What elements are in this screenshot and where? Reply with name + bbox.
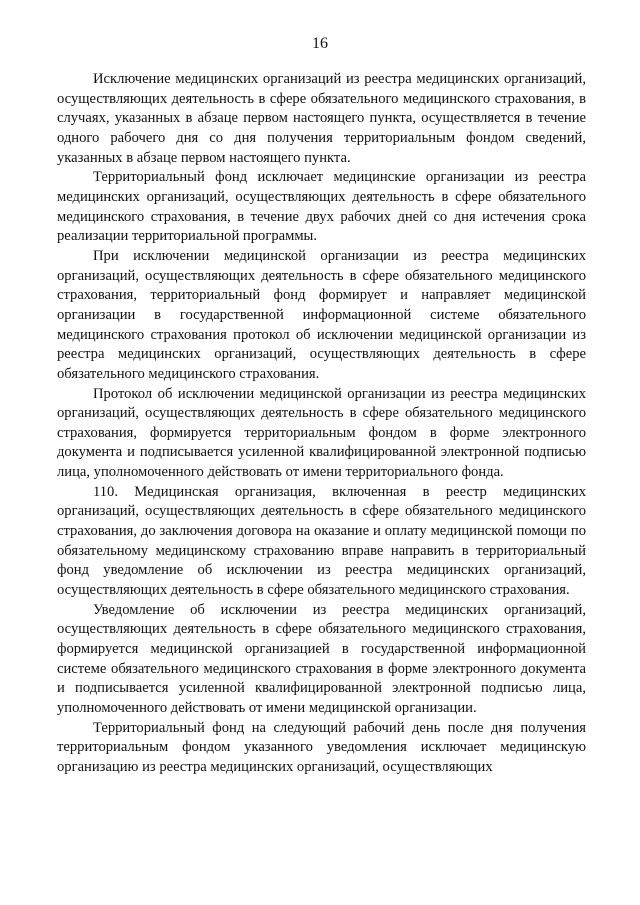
paragraph-4: Протокол об исключении медицинской организации из реестра медицинских организаций, осуществляющих деятельность в сфере обязательного медицинского страхования, формируется территориальным фондом в форме электронного документа и подписывается усиленной квалифицированной электронной подписью лица, уполномоченного действовать от имени территориального фонда. [57, 385, 586, 481]
page-number: 16 [312, 35, 328, 52]
paragraph-2: Территориальный фонд исключает медицинские организации из реестра медицинских организаций, осуществляющих деятельность в сфере обязательного медицинского страхования, в течение двух рабочих дней со дня истечения срока реализации территориальной программы. [57, 169, 586, 245]
paragraph-1: Исключение медицинских организаций из реестра медицинских организаций, осуществляющих деятельность в сфере обязательного медицинского страхования, в случаях, указанных в абзаце первом настоящего пункта, осуществляется в течение одного рабочего дня со дня получения территориальным фондом сведений, указанных в абзаце первом настоящего пункта. [57, 71, 586, 166]
paragraph-3: При исключении медицинской организации из реестра медицинских организаций, осуществляющих деятельность в сфере обязательного медицинского страхования, территориальный фонд формирует и направляет медицинской организации в государственной информационной системе обязательного медицинского страхования протокол об исключении медицинской организации из реестра медицинских организаций, осуществляющих деятельность в сфере обязательного медицинского страхования. [57, 247, 586, 382]
paragraph-7: Территориальный фонд на следующий рабочий день после дня получения территориальным фондом указанного уведомления исключает медицинскую организацию из реестра медицинских организаций, осуществляющих [57, 719, 586, 775]
paragraph-5: 110. Медицинская организация, включенная в реестр медицинских организаций, осуществляющих деятельность в сфере обязательного медицинского страхования, до заключения договора на оказание и оплату медицинской помощи по обязательному медицинскому страхованию вправе направить в территориальный фонд уведомление об исключении из реестра медицинских организаций, осуществляющих деятельность в сфере обязательного медицинского страхования. [57, 483, 586, 599]
paragraph-6: Уведомление об исключении из реестра медицинских организаций, осуществляющих деятельность в сфере обязательного медицинского страхования, формируется медицинской организацией в государственной информационной системе обязательного медицинского страхования в форме электронного документа и подписывается усиленной квалифицированной электронной подписью лица, уполномоченного действовать от имени медицинской организации. [57, 601, 586, 716]
document-body [57, 70, 586, 778]
